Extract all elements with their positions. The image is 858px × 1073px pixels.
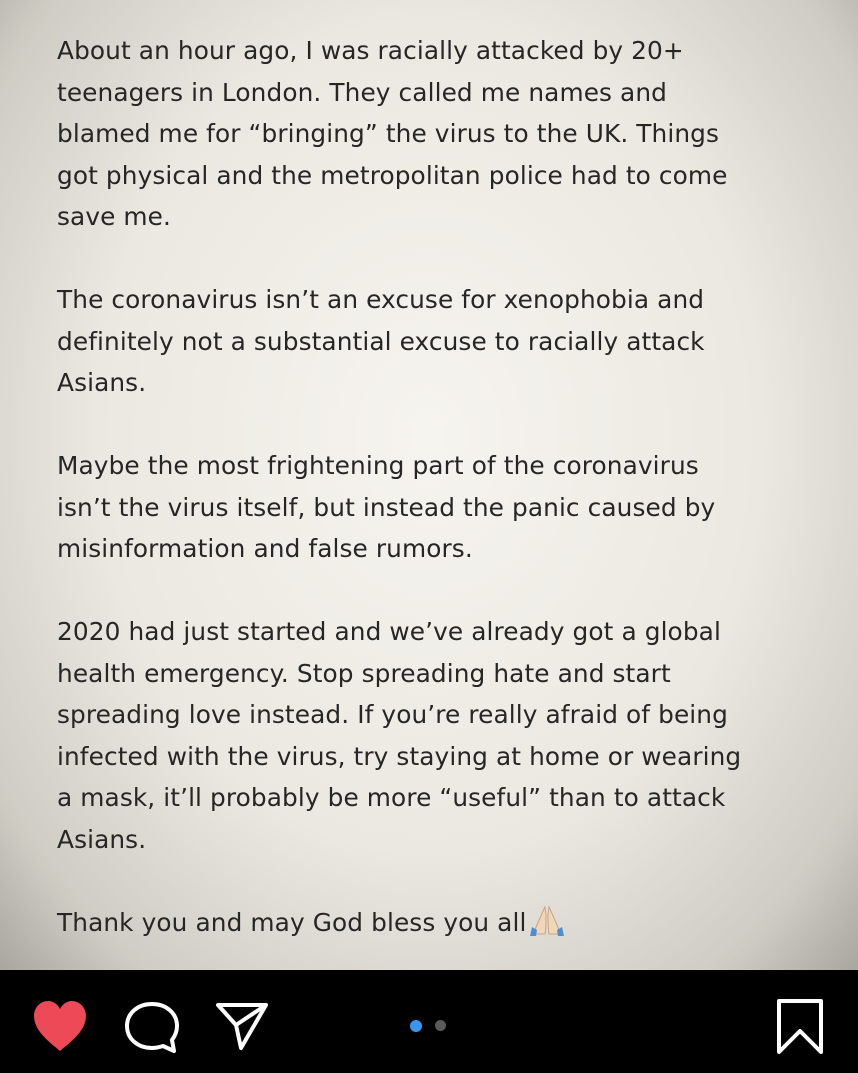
post-action-bar xyxy=(0,970,858,1073)
post-paragraph-3: Maybe the most frightening part of the coronavirus isn’t the virus itself, but instead the panic caused by misinformation and false rumors. xyxy=(57,451,716,563)
post-closing-text: Thank you and may God bless you all xyxy=(57,907,527,937)
carousel-dot-active xyxy=(410,1020,422,1032)
comment-icon[interactable] xyxy=(124,1000,180,1054)
folded-hands-emoji xyxy=(528,903,566,937)
heart-icon[interactable] xyxy=(30,998,90,1054)
share-icon[interactable] xyxy=(214,1000,270,1052)
post-closing-line xyxy=(57,902,818,944)
carousel-dot-inactive xyxy=(435,1020,446,1031)
carousel-indicator xyxy=(408,1020,452,1032)
bookmark-icon[interactable] xyxy=(774,998,826,1056)
post-paragraph-4: 2020 had just started and we’ve already got a global health emergency. Stop spreading hate and start spreading love instead. If you’re really afraid of being infected with the virus, try staying at home or wearing a mask, it’ll probably be more “useful” than to attack Asians. xyxy=(57,617,742,854)
post-paragraph-2: The coronavirus isn’t an excuse for xenophobia and definitely not a substantial excuse to racially attack Asians. xyxy=(57,285,705,397)
post-paragraph-1: About an hour ago, I was racially attacked by 20+ teenagers in London. They called me names and blamed me for “bringing” the virus to the UK. Things got physical and the metropolitan police had to come save me. xyxy=(57,36,728,231)
